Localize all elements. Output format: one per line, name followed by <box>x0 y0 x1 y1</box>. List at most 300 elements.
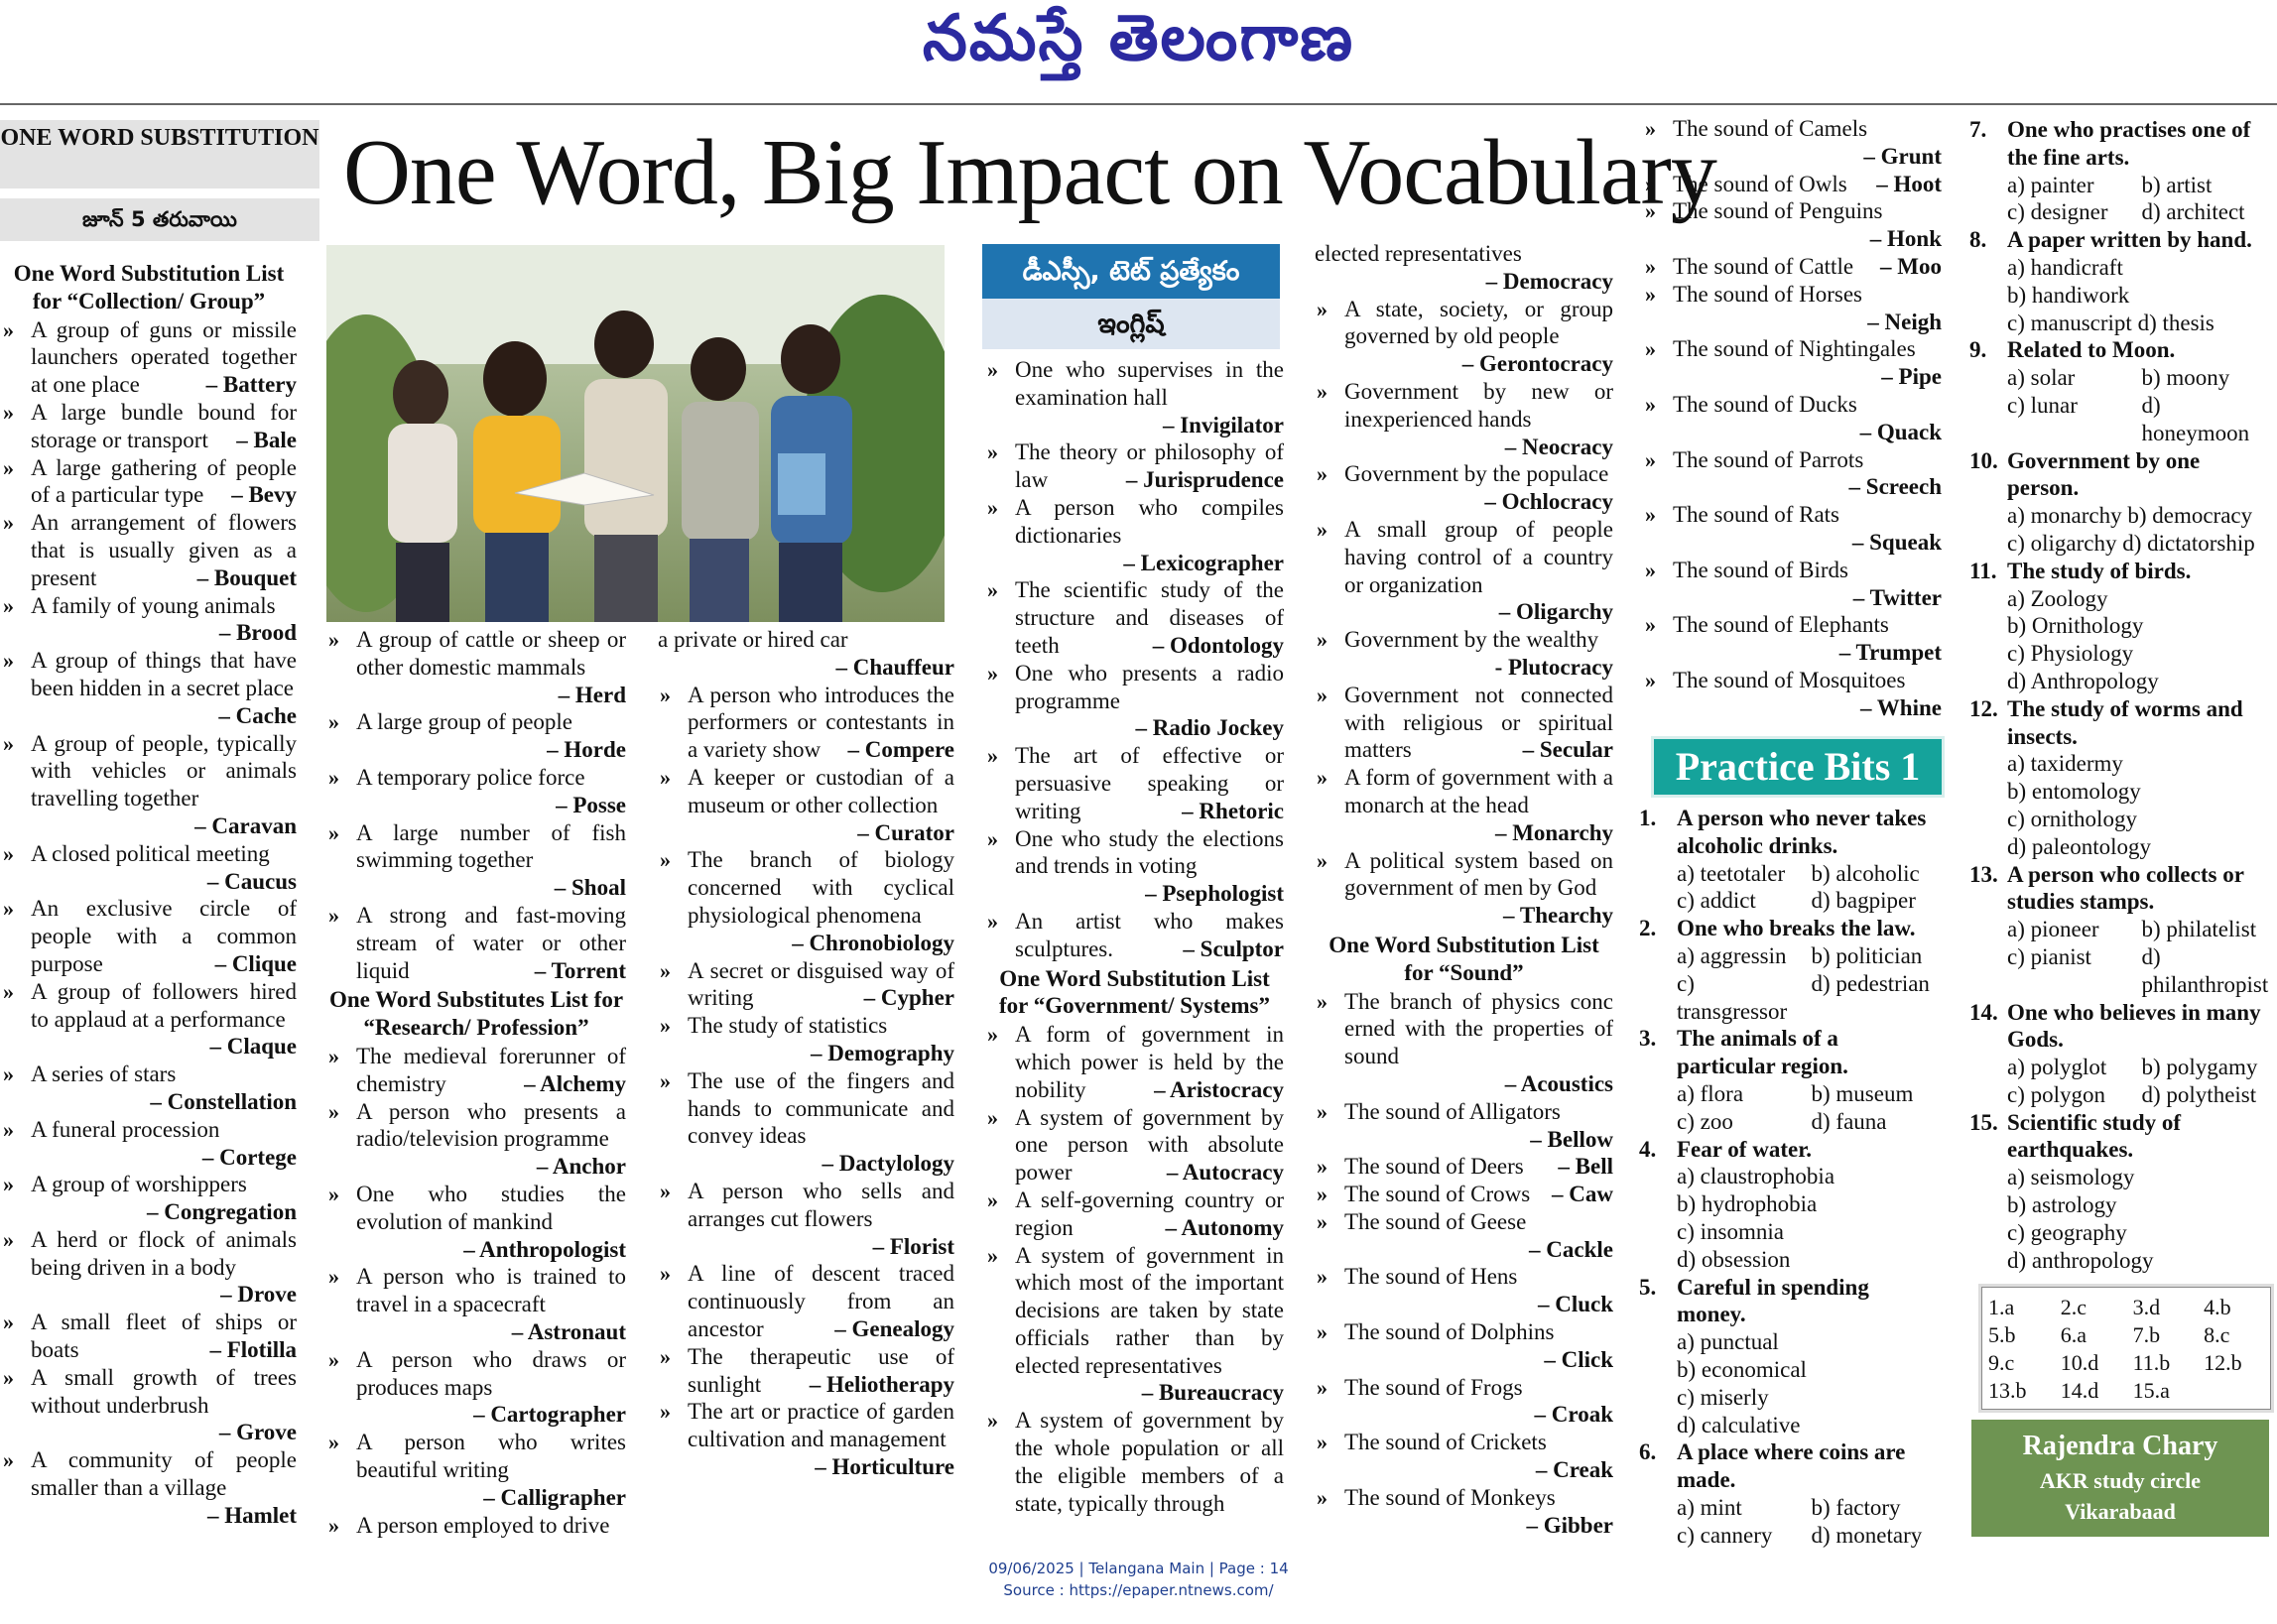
answer-key-row <box>1982 1321 2270 1349</box>
answer-key-cell: 7.b <box>2132 1322 2161 1347</box>
question-text: The animals of a particular region. <box>1677 1026 1848 1079</box>
answer-key-cell: 15.a <box>2132 1378 2170 1403</box>
question-number: 13. <box>1969 861 1998 887</box>
question-option: a) mint <box>1677 1494 1742 1520</box>
lead-line: elected representatives <box>1315 241 1522 266</box>
question-option: a) teetotaler <box>1677 860 1786 886</box>
question-options <box>2007 364 2272 446</box>
item-answer: – Calligrapher <box>483 1484 626 1510</box>
list-item <box>1 840 297 896</box>
list-item <box>1643 611 1942 667</box>
item-answer: – Honk <box>1869 226 1942 252</box>
item-answer: – Caravan <box>194 812 297 838</box>
item-text: The art of effective or persuasive speaking or writing <box>1015 743 1284 823</box>
question-number: 15. <box>1969 1109 1998 1135</box>
item-text: A person who draws or produces maps <box>356 1346 626 1400</box>
question-number: 14. <box>1969 999 1998 1025</box>
item-answer: – Horde <box>547 737 626 763</box>
item-answer: – Anthropologist <box>463 1236 626 1262</box>
question-options <box>1677 1328 1942 1438</box>
question <box>1969 226 2272 336</box>
list-item <box>326 1263 626 1345</box>
question-option: b) economical <box>1677 1356 1807 1382</box>
item-text: A line of descent traced continuously from an ancestor <box>688 1261 954 1341</box>
item-text: One who presents a radio programme <box>1015 660 1284 713</box>
question-option: b) artist <box>2141 172 2213 197</box>
answer-key-cell: 9.c <box>1988 1350 2015 1375</box>
list-item <box>1 316 297 399</box>
item-text: A large gathering of people of a particular type <box>31 454 297 508</box>
question-option: b) moony <box>2141 365 2230 391</box>
list-item <box>985 660 1284 742</box>
question-option: b) astrology <box>2007 1192 2117 1218</box>
item-text: The sound of Parrots <box>1673 446 1864 472</box>
list-item <box>1 1309 297 1364</box>
item-answer: – Constellation <box>150 1088 297 1114</box>
question-text: A paper written by hand. <box>2007 227 2252 253</box>
list-item <box>1 895 297 977</box>
list-item <box>326 1346 626 1429</box>
item-answer: – Monarchy <box>1494 819 1613 845</box>
list-item <box>1 1061 297 1116</box>
item-text: A temporary police force <box>356 764 585 790</box>
question-option: d) anthropology <box>2007 1247 2154 1273</box>
author-place: Vikarabaad <box>2065 1499 2176 1524</box>
column-sound <box>1315 240 1613 1539</box>
students-photo <box>326 245 945 622</box>
question-options <box>2007 172 2272 227</box>
item-text: The sound of Elephants <box>1673 612 1889 638</box>
question-option: d) architect <box>2141 199 2245 225</box>
list-item <box>985 1242 1284 1408</box>
question-option: c) insomnia <box>1677 1218 1784 1244</box>
question-number: 1. <box>1639 806 1657 830</box>
question <box>1969 999 2272 1109</box>
question-option: b) museum <box>1811 1080 1914 1106</box>
answer-key-row <box>1982 1294 2270 1321</box>
list-item <box>985 1104 1284 1187</box>
item-answer: – Neocracy <box>1504 434 1613 459</box>
item-answer: – Oligarchy <box>1498 599 1613 625</box>
item-text: One who supervises in the examination hall <box>1015 357 1284 410</box>
question-number: 9. <box>1969 337 1987 363</box>
item-text: The sound of Monkeys <box>1344 1484 1556 1510</box>
list-item <box>1643 557 1942 612</box>
list-item <box>1 399 297 454</box>
item-text: The sound of Cattle <box>1673 253 1854 279</box>
item-answer: – Neigh <box>1867 309 1942 334</box>
list-item <box>1643 171 1942 198</box>
item-text: The sound of Horses <box>1673 281 1862 307</box>
list-item <box>326 708 626 764</box>
newspaper-logo: నమస్తే తెలంగాణ <box>922 2 1355 75</box>
list-item <box>658 957 954 1013</box>
item-text: The sound of Birds <box>1673 557 1848 582</box>
list-item <box>1315 516 1613 626</box>
list-item <box>1643 253 1942 281</box>
list-item <box>326 1512 626 1540</box>
item-answer: – Jurisprudence <box>1125 467 1284 493</box>
item-answer: – Bell <box>1558 1154 1613 1180</box>
item-answer: – Caw <box>1552 1182 1613 1207</box>
question-option: d) calculative <box>1677 1412 1801 1437</box>
section-label: ONE WORD SUBSTITUTION <box>0 120 319 188</box>
list-item <box>1 647 297 729</box>
list-item <box>1 730 297 840</box>
item-text: An exclusive circle of people with a common purpose <box>31 896 297 976</box>
answer-key-cell: 12.b <box>2204 1350 2242 1375</box>
question-option: d) Anthropology <box>2007 668 2159 693</box>
answer-key-cell: 5.b <box>1988 1322 2016 1347</box>
answer-key-row <box>1982 1349 2270 1377</box>
list-item <box>1 1364 297 1446</box>
question-number: 8. <box>1969 227 1987 253</box>
item-text: A large group of people <box>356 709 573 735</box>
item-text: The sound of Rats <box>1673 502 1840 528</box>
list-item <box>658 1067 954 1178</box>
question-number: 12. <box>1969 695 1998 721</box>
question-options <box>2007 254 2272 336</box>
item-answer: – Hoot <box>1876 171 1942 196</box>
list-item <box>1 454 297 510</box>
question-options <box>2007 585 2272 695</box>
item-text: The medieval forerunner of chemistry <box>356 1043 626 1096</box>
question-number: 5. <box>1639 1274 1657 1300</box>
answer-key-cell: 8.c <box>2204 1322 2230 1347</box>
practice-bits-title: Practice Bits 1 <box>1651 736 1945 798</box>
item-answer: – Click <box>1544 1346 1613 1372</box>
item-text: A person who sells and arranges cut flowers <box>688 1178 954 1231</box>
question-option: c) addict <box>1677 888 1756 914</box>
question-option: c) polygon <box>2007 1081 2106 1107</box>
item-text: A group of guns or missile launchers operated together at one place <box>31 316 297 398</box>
list-item <box>326 1098 626 1181</box>
item-text: Government not connected with religious or spiritual matters <box>1344 682 1613 763</box>
list-item <box>1643 446 1942 502</box>
item-answer: – Herd <box>558 682 626 707</box>
item-text: The sound of Hens <box>1344 1264 1518 1290</box>
question <box>1639 915 1942 1025</box>
item-answer: – Grunt <box>1863 143 1942 169</box>
item-answer: – Whine <box>1859 694 1942 720</box>
item-text: One who studies the evolution of mankind <box>356 1181 626 1234</box>
list-item <box>1643 281 1942 336</box>
item-answer: – Chronobiology <box>792 930 954 955</box>
item-text: The sound of Camels <box>1673 116 1868 141</box>
item-text: A herd or flock of animals being driven in a body <box>31 1226 297 1280</box>
item-text: A form of government with a monarch at the head <box>1344 765 1613 817</box>
list-heading: One Word Substitution List for “Government/ Systems” <box>999 965 1270 1019</box>
question-option: d) obsession <box>1677 1246 1791 1272</box>
item-text: A group of worshippers <box>31 1172 247 1197</box>
question-text: Government by one person. <box>2007 447 2201 501</box>
answer-key <box>1981 1287 2271 1410</box>
item-text: A group of things that have been hidden in a secret place <box>31 648 297 700</box>
list-item <box>985 1187 1284 1242</box>
question-option: a) painter <box>2007 172 2094 197</box>
list-item <box>1 1446 297 1529</box>
list-item <box>985 438 1284 494</box>
list-item <box>1315 1263 1613 1318</box>
question-number: 6. <box>1639 1439 1657 1465</box>
item-answer: – Gibber <box>1526 1512 1613 1538</box>
item-text: A person who writes beautiful writing <box>356 1430 626 1482</box>
list-item <box>985 825 1284 908</box>
item-text: The sound of Crows <box>1344 1182 1531 1207</box>
question-text: Fear of water. <box>1677 1136 1813 1162</box>
list-item <box>1315 764 1613 846</box>
list-item <box>985 742 1284 824</box>
page-headline: One Word, Big Impact on Vocabulary <box>343 121 1716 224</box>
list-item <box>1315 296 1613 378</box>
answer-key-cell: 14.d <box>2060 1378 2099 1403</box>
answer-key-cell: 10.d <box>2060 1350 2099 1375</box>
item-text: The art or practice of garden cultivation and management <box>688 1399 954 1452</box>
students-image <box>326 245 945 622</box>
item-answer: – Bureaucracy <box>1141 1380 1284 1406</box>
item-answer: – Heliotherapy <box>809 1371 954 1397</box>
lead-line: a private or hired car <box>658 627 848 652</box>
item-answer: – Lexicographer <box>1123 550 1284 575</box>
item-text: A person who introduces the performers or contestants in a variety show <box>688 682 954 763</box>
question <box>1969 861 2272 999</box>
item-text: The sound of Deers <box>1344 1154 1524 1180</box>
item-text: A group of cattle or sheep or other domestic mammals <box>356 627 626 680</box>
item-answer: – Invigilator <box>1162 412 1284 437</box>
question <box>1969 1109 2272 1275</box>
question-option: d) paleontology <box>2007 833 2151 859</box>
question-number: 10. <box>1969 447 1998 473</box>
page-footer <box>0 1558 2277 1601</box>
list-item <box>1315 1098 1613 1154</box>
item-answer: – Quack <box>1859 419 1942 444</box>
item-answer: – Squeak <box>1851 529 1942 555</box>
practice-questions-2 <box>1969 116 2272 1274</box>
question-text: Scientific study of earthquakes. <box>2007 1109 2182 1163</box>
list-item <box>326 902 626 984</box>
item-answer: – Pipe <box>1881 364 1942 390</box>
list-item <box>1 592 297 648</box>
item-answer: – Psephologist <box>1145 881 1284 907</box>
question-option: c) miserly <box>1677 1384 1769 1410</box>
question-option: b) factory <box>1811 1494 1901 1520</box>
item-answer: – Anchor <box>536 1154 626 1180</box>
item-answer: – Thearchy <box>1503 903 1613 929</box>
list-item <box>1315 988 1613 1098</box>
item-text: A secret or disguised way of writing <box>688 957 954 1011</box>
item-text: The scientific study of the structure and diseases of teeth <box>1015 577 1284 658</box>
list-item <box>1 1171 297 1226</box>
list-item <box>985 576 1284 659</box>
column-animal-sounds <box>1643 115 1942 722</box>
question-option: c) geography <box>2007 1219 2127 1245</box>
question-option: d) polytheist <box>2141 1081 2257 1107</box>
question-option: d) honeymoon <box>2141 392 2250 445</box>
item-text: The sound of Crickets <box>1344 1430 1547 1455</box>
item-answer: – Shoal <box>554 875 626 901</box>
item-answer: – Genealogy <box>834 1315 954 1341</box>
item-text: Government by new or inexperienced hands <box>1344 378 1613 432</box>
item-answer: - Plutocracy <box>1494 654 1613 680</box>
question-option: d) monetary <box>1811 1522 1923 1548</box>
answer-key-cell: 4.b <box>2204 1295 2231 1319</box>
item-answer: – Aristocracy <box>1154 1076 1284 1102</box>
item-answer: – Torrent <box>534 957 626 983</box>
list-item <box>658 1398 954 1480</box>
list-item <box>658 846 954 956</box>
question-option: c) lunar <box>2007 392 2078 418</box>
question-number: 2. <box>1639 916 1657 941</box>
item-answer: – Compere <box>847 737 954 763</box>
item-answer: – Caucus <box>206 868 297 894</box>
question-text: A place where coins are made. <box>1677 1439 1906 1493</box>
list-item <box>658 1343 954 1399</box>
question-options <box>2007 1164 2272 1274</box>
item-text: The sound of Owls <box>1673 171 1847 196</box>
item-text: The sound of Dolphins <box>1344 1319 1555 1345</box>
item-text: A small fleet of ships or boats <box>31 1310 297 1363</box>
list-item <box>1 509 297 591</box>
item-text: The sound of Geese <box>1344 1208 1527 1234</box>
list-item <box>985 908 1284 963</box>
item-answer: – Bouquet <box>196 564 297 590</box>
item-answer: – Croak <box>1534 1402 1613 1428</box>
lead-text <box>658 626 954 682</box>
exam-tag-subject: ఇంగ్లిష్ <box>982 299 1280 349</box>
question <box>1639 1025 1942 1135</box>
list-item <box>658 682 954 764</box>
item-answer: – Dactylology <box>822 1151 954 1177</box>
item-text: A person who is trained to travel in a spacecraft <box>356 1264 626 1317</box>
item-answer: – Claque <box>209 1034 297 1060</box>
item-answer: – Battery <box>205 372 297 398</box>
item-answer: – Autonomy <box>1165 1214 1284 1240</box>
item-text: The sound of Nightingales <box>1673 336 1916 362</box>
question <box>1969 336 2272 446</box>
question <box>1969 116 2272 226</box>
item-answer: – Posse <box>556 792 626 817</box>
item-answer: – Brood <box>218 620 297 646</box>
masthead-divider <box>0 103 2277 105</box>
item-answer: – Cache <box>218 702 297 728</box>
question <box>1969 447 2272 558</box>
list-item <box>1315 847 1613 930</box>
exam-tag <box>982 244 1280 353</box>
list-item <box>326 764 626 819</box>
question-option: a) seismology <box>2007 1165 2135 1190</box>
item-text: A funeral procession <box>31 1116 220 1142</box>
question-option: c) designer <box>2007 199 2108 225</box>
item-answer: – Congregation <box>147 1199 297 1225</box>
item-text: A self-governing country or region <box>1015 1187 1284 1240</box>
item-answer: – Sculptor <box>1183 936 1284 961</box>
lead-answer: – Democracy <box>1485 268 1613 294</box>
item-text: A large number of fish swimming together <box>356 819 626 873</box>
item-text: A political system based on government of men by God <box>1344 847 1613 901</box>
item-answer: – Acoustics <box>1504 1070 1613 1096</box>
answer-key-table <box>1982 1294 2270 1405</box>
item-text: A person who presents a radio/television programme <box>356 1098 626 1152</box>
list-item <box>326 1181 626 1263</box>
author-name: Rajendra Chary <box>2022 1431 2218 1461</box>
item-text: The branch of physics conc erned with the properties of sound <box>1344 988 1613 1069</box>
author-org: AKR study circle <box>2039 1468 2202 1493</box>
item-text: A person employed to drive <box>356 1512 610 1538</box>
item-answer: – Demography <box>810 1040 954 1065</box>
item-answer: – Trumpet <box>1838 640 1942 666</box>
question-text: The study of birds. <box>2007 558 2192 583</box>
question-text: A person who never takes alcoholic drinks. <box>1677 806 1927 858</box>
answer-key-cell <box>2198 1377 2270 1405</box>
list-item <box>658 1012 954 1067</box>
question-option: c) oligarchy d) dictatorship <box>2007 530 2255 556</box>
question-text: Careful in spending money. <box>1677 1274 1869 1327</box>
answer-key-row <box>1982 1377 2270 1405</box>
item-answer: – Bellow <box>1530 1126 1613 1152</box>
question-text: The study of worms and insects. <box>2007 695 2243 749</box>
footer-edition: 09/06/2025 | Telangana Main | Page : 14 <box>988 1560 1289 1577</box>
question-option: a) monarchy b) democracy <box>2007 503 2253 529</box>
item-answer: – Screech <box>1848 474 1942 500</box>
item-answer: – Radio Jockey <box>1135 715 1284 741</box>
item-text: The sound of Mosquitoes <box>1673 667 1906 692</box>
question-option: a) flora <box>1677 1080 1744 1106</box>
question-option: a) punctual <box>1677 1329 1779 1355</box>
column-collection-group <box>1 258 297 1530</box>
question-options <box>2007 750 2272 860</box>
question-option: d) philanthropist <box>2141 943 2269 997</box>
item-answer: – Autocracy <box>1166 1160 1284 1186</box>
masthead <box>0 0 2277 105</box>
list-item <box>1315 1181 1613 1208</box>
item-answer: – Cluck <box>1537 1292 1613 1317</box>
item-answer: – Secular <box>1522 737 1613 763</box>
list-item <box>1 1226 297 1309</box>
item-answer: – Twitter <box>1852 584 1942 610</box>
question-number: 7. <box>1969 117 1987 142</box>
item-answer: – Flotilla <box>209 1337 297 1363</box>
question-text: Related to Moon. <box>2007 337 2176 363</box>
list-item <box>985 1021 1284 1103</box>
item-answer: – Ochlocracy <box>1484 489 1613 515</box>
answer-key-cell: 2.c <box>2060 1295 2087 1319</box>
item-text: The branch of biology concerned with cyclical physiological phenomena <box>688 847 954 928</box>
list-item <box>1 1116 297 1172</box>
date-label: జూన్ 5 తరువాయి <box>0 198 319 241</box>
practice-questions-1 <box>1639 805 1942 1550</box>
question-option: c) transgressor <box>1677 970 1788 1024</box>
item-text: A system of government by the whole population or all the eligible members of a state, typically through <box>1015 1408 1284 1516</box>
item-text: A group of people, typically with vehicles or animals travelling together <box>31 730 297 812</box>
item-text: A state, society, or group governed by old people <box>1344 296 1613 349</box>
item-answer: – Gerontocracy <box>1461 351 1613 377</box>
list-item <box>985 356 1284 438</box>
question-option: c) ornithology <box>2007 806 2137 831</box>
question-option: b) politician <box>1811 942 1923 968</box>
list-item <box>1643 197 1942 253</box>
question <box>1969 558 2272 695</box>
item-answer: – Rhetoric <box>1182 798 1284 823</box>
item-answer: – Florist <box>872 1233 954 1259</box>
question-option: c) zoo <box>1677 1108 1733 1134</box>
list-item <box>658 764 954 846</box>
list-item <box>1 978 297 1061</box>
question-option: b) entomology <box>2007 779 2141 805</box>
question-option: b) polygamy <box>2141 1055 2258 1080</box>
list-item <box>985 494 1284 576</box>
item-answer: – Astronaut <box>511 1318 626 1344</box>
item-answer: – Clique <box>214 950 297 976</box>
